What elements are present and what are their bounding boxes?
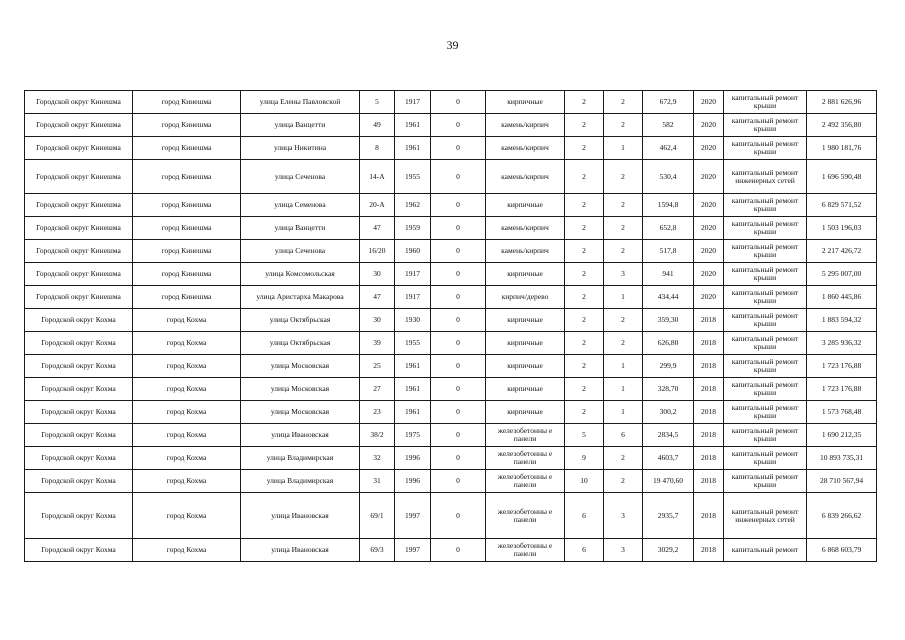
cost-cell: 1 723 176,88 [807, 378, 877, 401]
year-built-cell: 1961 [395, 355, 431, 378]
year-commissioning-cell: 0 [431, 137, 486, 160]
municipality-cell: Городской округ Кинешма [25, 217, 133, 240]
entrances-cell: 2 [604, 470, 643, 493]
table-row [25, 217, 877, 240]
cost-cell: 5 295 007,00 [807, 263, 877, 286]
repair-year-cell: 2020 [694, 263, 724, 286]
year-built-cell: 1917 [395, 286, 431, 309]
table-row [25, 114, 877, 137]
house-number-cell: 23 [360, 401, 395, 424]
floors-cell: 2 [565, 286, 604, 309]
municipality-cell: Городской округ Кохма [25, 378, 133, 401]
entrances-cell: 2 [604, 194, 643, 217]
settlement-cell: город Кохма [133, 355, 241, 378]
house-number-cell: 5 [360, 91, 395, 114]
municipality-cell: Городской округ Кохма [25, 424, 133, 447]
wall-material-cell: камень/кирпич [486, 114, 565, 137]
entrances-cell: 2 [604, 160, 643, 194]
year-commissioning-cell: 0 [431, 424, 486, 447]
floors-cell: 2 [565, 91, 604, 114]
year-commissioning-cell: 0 [431, 355, 486, 378]
wall-material-cell: кирпичные [486, 378, 565, 401]
work-type-cell: капитальный ремонт крыши [724, 286, 807, 309]
year-built-cell: 1917 [395, 91, 431, 114]
work-type-cell: капитальный ремонт крыши [724, 401, 807, 424]
street-cell: улица Октябрьская [241, 332, 360, 355]
settlement-cell: город Кохма [133, 447, 241, 470]
table-row [25, 91, 877, 114]
wall-material-cell: кирпичные [486, 309, 565, 332]
entrances-cell: 2 [604, 91, 643, 114]
wall-material-cell: железобетонны е панели [486, 539, 565, 562]
area-cell: 941 [643, 263, 694, 286]
municipality-cell: Городской округ Кохма [25, 332, 133, 355]
street-cell: улица Комсомольская [241, 263, 360, 286]
settlement-cell: город Кохма [133, 378, 241, 401]
wall-material-cell: железобетонны е панели [486, 424, 565, 447]
street-cell: улица Елены Павловской [241, 91, 360, 114]
street-cell: улица Семенова [241, 194, 360, 217]
municipality-cell: Городской округ Кинешма [25, 91, 133, 114]
year-built-cell: 1961 [395, 137, 431, 160]
area-cell: 299,9 [643, 355, 694, 378]
year-commissioning-cell: 0 [431, 91, 486, 114]
area-cell: 672,9 [643, 91, 694, 114]
settlement-cell: город Кинешма [133, 217, 241, 240]
floors-cell: 5 [565, 424, 604, 447]
municipality-cell: Городской округ Кохма [25, 539, 133, 562]
work-type-cell: капитальный ремонт крыши [724, 332, 807, 355]
table-row [25, 355, 877, 378]
municipality-cell: Городской округ Кохма [25, 493, 133, 539]
area-cell: 328,70 [643, 378, 694, 401]
table-body [25, 91, 877, 562]
area-cell: 434,44 [643, 286, 694, 309]
municipality-cell: Городской округ Кохма [25, 447, 133, 470]
area-cell: 300,2 [643, 401, 694, 424]
street-cell: улица Владимирская [241, 470, 360, 493]
year-built-cell: 1961 [395, 401, 431, 424]
street-cell: улица Ванцетти [241, 217, 360, 240]
wall-material-cell: камень/кирпич [486, 240, 565, 263]
house-number-cell: 47 [360, 286, 395, 309]
wall-material-cell: железобетонны е панели [486, 447, 565, 470]
house-number-cell: 69/1 [360, 493, 395, 539]
house-number-cell: 30 [360, 263, 395, 286]
table-row [25, 539, 877, 562]
table-row [25, 194, 877, 217]
work-type-cell: капитальный ремонт крыши [724, 194, 807, 217]
repair-year-cell: 2020 [694, 137, 724, 160]
year-built-cell: 1961 [395, 114, 431, 137]
street-cell: улица Ивановская [241, 539, 360, 562]
year-commissioning-cell: 0 [431, 217, 486, 240]
cost-cell: 6 829 571,52 [807, 194, 877, 217]
year-built-cell: 1997 [395, 493, 431, 539]
year-built-cell: 1955 [395, 332, 431, 355]
wall-material-cell: кирпичные [486, 194, 565, 217]
settlement-cell: город Кинешма [133, 114, 241, 137]
settlement-cell: город Кинешма [133, 263, 241, 286]
work-type-cell: капитальный ремонт крыши [724, 470, 807, 493]
house-number-cell: 38/2 [360, 424, 395, 447]
table-row [25, 447, 877, 470]
table-row [25, 378, 877, 401]
area-cell: 359,30 [643, 309, 694, 332]
area-cell: 4603,7 [643, 447, 694, 470]
year-commissioning-cell: 0 [431, 263, 486, 286]
settlement-cell: город Кинешма [133, 91, 241, 114]
wall-material-cell: кирпичные [486, 263, 565, 286]
settlement-cell: город Кохма [133, 539, 241, 562]
entrances-cell: 1 [604, 355, 643, 378]
cost-cell: 1 696 590,48 [807, 160, 877, 194]
settlement-cell: город Кохма [133, 470, 241, 493]
street-cell: улица Ивановская [241, 493, 360, 539]
cost-cell: 1 573 768,48 [807, 401, 877, 424]
settlement-cell: город Кохма [133, 401, 241, 424]
year-built-cell: 1962 [395, 194, 431, 217]
repair-year-cell: 2018 [694, 378, 724, 401]
cost-cell: 1 980 181,76 [807, 137, 877, 160]
settlement-cell: город Кохма [133, 493, 241, 539]
table-row [25, 263, 877, 286]
table-row [25, 401, 877, 424]
repair-year-cell: 2020 [694, 194, 724, 217]
area-cell: 3029,2 [643, 539, 694, 562]
year-built-cell: 1960 [395, 240, 431, 263]
entrances-cell: 3 [604, 493, 643, 539]
entrances-cell: 2 [604, 217, 643, 240]
table-row [25, 160, 877, 194]
municipality-cell: Городской округ Кинешма [25, 194, 133, 217]
settlement-cell: город Кинешма [133, 137, 241, 160]
work-type-cell: капитальный ремонт крыши [724, 240, 807, 263]
floors-cell: 2 [565, 401, 604, 424]
floors-cell: 2 [565, 160, 604, 194]
work-type-cell: капитальный ремонт крыши [724, 91, 807, 114]
year-built-cell: 1917 [395, 263, 431, 286]
table-row [25, 424, 877, 447]
work-type-cell: капитальный ремонт крыши [724, 137, 807, 160]
floors-cell: 9 [565, 447, 604, 470]
settlement-cell: город Кинешма [133, 194, 241, 217]
cost-cell: 10 893 735,31 [807, 447, 877, 470]
cost-cell: 6 839 266,62 [807, 493, 877, 539]
year-built-cell: 1975 [395, 424, 431, 447]
house-number-cell: 25 [360, 355, 395, 378]
street-cell: улица Сеченова [241, 240, 360, 263]
floors-cell: 2 [565, 263, 604, 286]
street-cell: улица Ивановская [241, 424, 360, 447]
floors-cell: 2 [565, 217, 604, 240]
cost-cell: 28 710 567,94 [807, 470, 877, 493]
year-commissioning-cell: 0 [431, 240, 486, 263]
wall-material-cell: камень/кирпич [486, 160, 565, 194]
work-type-cell: капитальный ремонт крыши [724, 378, 807, 401]
cost-cell: 1 690 212,35 [807, 424, 877, 447]
repair-year-cell: 2020 [694, 217, 724, 240]
house-number-cell: 69/3 [360, 539, 395, 562]
area-cell: 19 470,60 [643, 470, 694, 493]
entrances-cell: 1 [604, 378, 643, 401]
street-cell: улица Никитина [241, 137, 360, 160]
year-commissioning-cell: 0 [431, 378, 486, 401]
entrances-cell: 2 [604, 114, 643, 137]
year-built-cell: 1955 [395, 160, 431, 194]
entrances-cell: 2 [604, 309, 643, 332]
cost-cell: 1 860 445,86 [807, 286, 877, 309]
repair-year-cell: 2018 [694, 332, 724, 355]
year-built-cell: 1959 [395, 217, 431, 240]
repair-year-cell: 2020 [694, 114, 724, 137]
floors-cell: 2 [565, 137, 604, 160]
street-cell: улица Московская [241, 378, 360, 401]
municipality-cell: Городской округ Кохма [25, 355, 133, 378]
floors-cell: 2 [565, 240, 604, 263]
floors-cell: 6 [565, 539, 604, 562]
house-number-cell: 39 [360, 332, 395, 355]
municipality-cell: Городской округ Кинешма [25, 286, 133, 309]
work-type-cell: капитальный ремонт крыши [724, 263, 807, 286]
settlement-cell: город Кохма [133, 309, 241, 332]
municipality-cell: Городской округ Кохма [25, 309, 133, 332]
wall-material-cell: камень/кирпич [486, 217, 565, 240]
repair-year-cell: 2020 [694, 286, 724, 309]
table-row [25, 470, 877, 493]
cost-cell: 1 503 196,03 [807, 217, 877, 240]
area-cell: 1594,8 [643, 194, 694, 217]
repair-year-cell: 2020 [694, 91, 724, 114]
municipality-cell: Городской округ Кинешма [25, 137, 133, 160]
entrances-cell: 1 [604, 286, 643, 309]
work-type-cell: капитальный ремонт инженерных сетей [724, 493, 807, 539]
cost-cell: 6 868 603,79 [807, 539, 877, 562]
wall-material-cell: кирпичные [486, 355, 565, 378]
street-cell: улица Октябрьская [241, 309, 360, 332]
street-cell: улица Московская [241, 401, 360, 424]
repair-registry-table [24, 90, 877, 562]
house-number-cell: 8 [360, 137, 395, 160]
table-row [25, 309, 877, 332]
entrances-cell: 2 [604, 332, 643, 355]
house-number-cell: 30 [360, 309, 395, 332]
settlement-cell: город Кинешма [133, 240, 241, 263]
wall-material-cell: кирпичные [486, 332, 565, 355]
entrances-cell: 1 [604, 137, 643, 160]
page-number: 39 [446, 38, 459, 52]
street-cell: улица Владимирская [241, 447, 360, 470]
wall-material-cell: кирпич/дерево [486, 286, 565, 309]
cost-cell: 2 881 626,96 [807, 91, 877, 114]
cost-cell: 2 217 426,72 [807, 240, 877, 263]
house-number-cell: 47 [360, 217, 395, 240]
street-cell: улица Ванцетти [241, 114, 360, 137]
work-type-cell: капитальный ремонт инженерных сетей [724, 160, 807, 194]
house-number-cell: 32 [360, 447, 395, 470]
repair-year-cell: 2020 [694, 160, 724, 194]
floors-cell: 2 [565, 309, 604, 332]
floors-cell: 10 [565, 470, 604, 493]
floors-cell: 2 [565, 378, 604, 401]
wall-material-cell: кирпичные [486, 91, 565, 114]
area-cell: 2834,5 [643, 424, 694, 447]
repair-year-cell: 2018 [694, 447, 724, 470]
municipality-cell: Городской округ Кинешма [25, 114, 133, 137]
year-built-cell: 1961 [395, 378, 431, 401]
table-row [25, 137, 877, 160]
year-commissioning-cell: 0 [431, 114, 486, 137]
cost-cell: 1 883 594,32 [807, 309, 877, 332]
street-cell: улица Московская [241, 355, 360, 378]
work-type-cell: капитальный ремонт крыши [724, 309, 807, 332]
area-cell: 462,4 [643, 137, 694, 160]
wall-material-cell: кирпичные [486, 401, 565, 424]
municipality-cell: Городской округ Кохма [25, 470, 133, 493]
area-cell: 582 [643, 114, 694, 137]
repair-year-cell: 2020 [694, 240, 724, 263]
entrances-cell: 1 [604, 401, 643, 424]
house-number-cell: 14-А [360, 160, 395, 194]
repair-year-cell: 2018 [694, 355, 724, 378]
entrances-cell: 2 [604, 447, 643, 470]
year-built-cell: 1996 [395, 470, 431, 493]
year-commissioning-cell: 0 [431, 332, 486, 355]
work-type-cell: капитальный ремонт крыши [724, 355, 807, 378]
repair-year-cell: 2018 [694, 401, 724, 424]
municipality-cell: Городской округ Кохма [25, 401, 133, 424]
entrances-cell: 2 [604, 240, 643, 263]
area-cell: 530,4 [643, 160, 694, 194]
work-type-cell: капитальный ремонт крыши [724, 217, 807, 240]
municipality-cell: Городской округ Кинешма [25, 240, 133, 263]
year-built-cell: 1997 [395, 539, 431, 562]
year-commissioning-cell: 0 [431, 447, 486, 470]
year-built-cell: 1996 [395, 447, 431, 470]
municipality-cell: Городской округ Кинешма [25, 160, 133, 194]
area-cell: 626,80 [643, 332, 694, 355]
work-type-cell: капитальный ремонт [724, 539, 807, 562]
settlement-cell: город Кохма [133, 332, 241, 355]
year-commissioning-cell: 0 [431, 401, 486, 424]
wall-material-cell: железобетонны е панели [486, 493, 565, 539]
house-number-cell: 20-А [360, 194, 395, 217]
settlement-cell: город Кинешма [133, 286, 241, 309]
wall-material-cell: железобетонны е панели [486, 470, 565, 493]
repair-year-cell: 2018 [694, 493, 724, 539]
entrances-cell: 3 [604, 539, 643, 562]
wall-material-cell: камень/кирпич [486, 137, 565, 160]
year-built-cell: 1930 [395, 309, 431, 332]
street-cell: улица Аристарха Макарова [241, 286, 360, 309]
repair-year-cell: 2018 [694, 470, 724, 493]
settlement-cell: город Кинешма [133, 160, 241, 194]
table-row [25, 286, 877, 309]
year-commissioning-cell: 0 [431, 160, 486, 194]
entrances-cell: 6 [604, 424, 643, 447]
house-number-cell: 31 [360, 470, 395, 493]
table-row [25, 240, 877, 263]
cost-cell: 1 723 176,88 [807, 355, 877, 378]
house-number-cell: 49 [360, 114, 395, 137]
work-type-cell: капитальный ремонт крыши [724, 114, 807, 137]
work-type-cell: капитальный ремонт крыши [724, 447, 807, 470]
repair-year-cell: 2018 [694, 424, 724, 447]
floors-cell: 2 [565, 194, 604, 217]
settlement-cell: город Кохма [133, 424, 241, 447]
area-cell: 517,8 [643, 240, 694, 263]
repair-year-cell: 2018 [694, 539, 724, 562]
floors-cell: 2 [565, 355, 604, 378]
street-cell: улица Сеченова [241, 160, 360, 194]
area-cell: 2935,7 [643, 493, 694, 539]
year-commissioning-cell: 0 [431, 539, 486, 562]
year-commissioning-cell: 0 [431, 194, 486, 217]
year-commissioning-cell: 0 [431, 309, 486, 332]
house-number-cell: 27 [360, 378, 395, 401]
year-commissioning-cell: 0 [431, 493, 486, 539]
cost-cell: 3 285 936,32 [807, 332, 877, 355]
area-cell: 652,8 [643, 217, 694, 240]
table-row [25, 493, 877, 539]
house-number-cell: 16/20 [360, 240, 395, 263]
floors-cell: 2 [565, 332, 604, 355]
work-type-cell: капитальный ремонт крыши [724, 424, 807, 447]
municipality-cell: Городской округ Кинешма [25, 263, 133, 286]
entrances-cell: 3 [604, 263, 643, 286]
year-commissioning-cell: 0 [431, 286, 486, 309]
floors-cell: 2 [565, 114, 604, 137]
year-commissioning-cell: 0 [431, 470, 486, 493]
table-row [25, 332, 877, 355]
floors-cell: 6 [565, 493, 604, 539]
repair-year-cell: 2018 [694, 309, 724, 332]
cost-cell: 2 492 356,80 [807, 114, 877, 137]
